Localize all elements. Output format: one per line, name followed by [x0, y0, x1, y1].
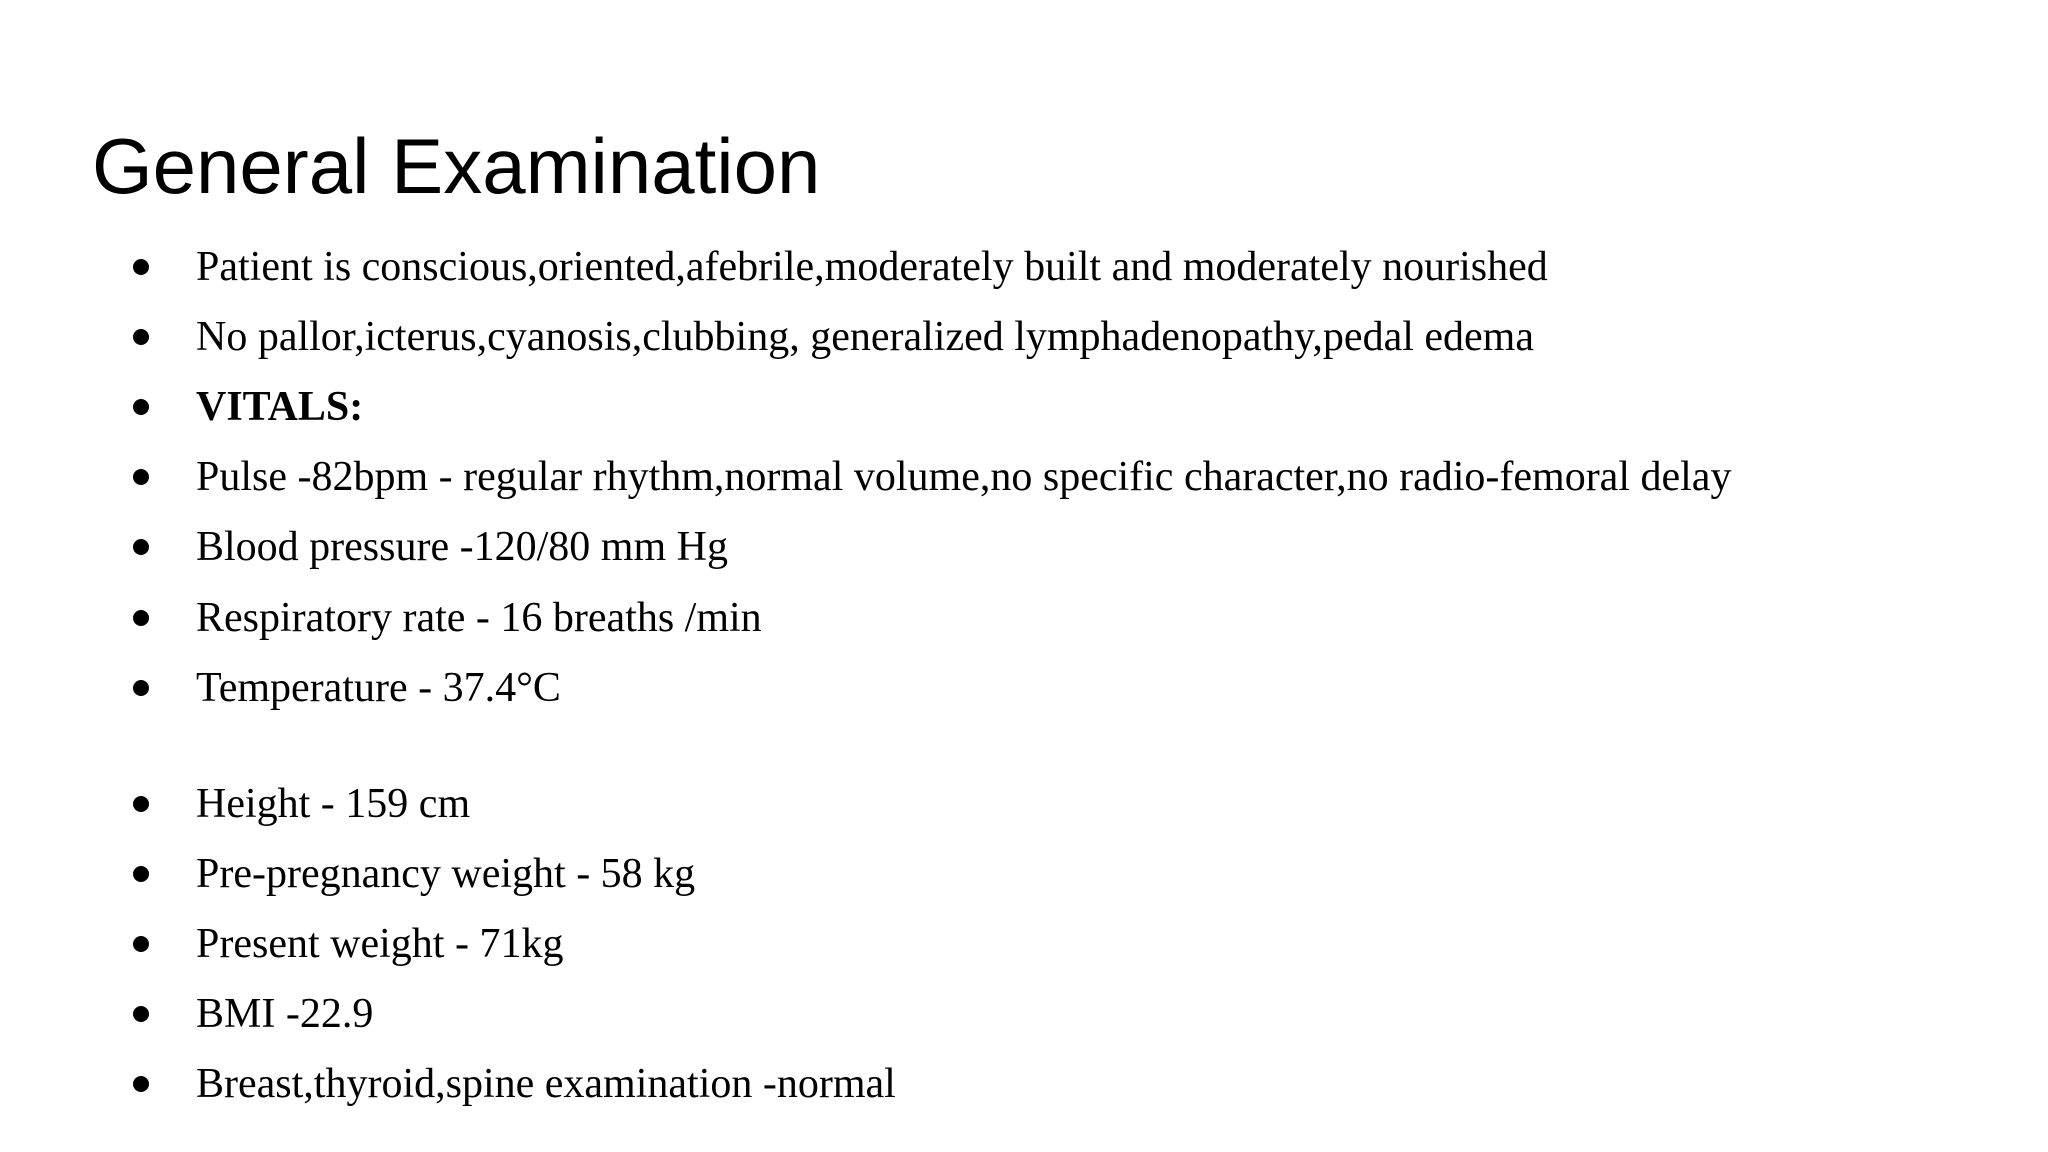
bullet-text: Pre-pregnancy weight - 58 kg [196, 851, 696, 897]
bullet-item [196, 442, 1731, 512]
bullet-item [196, 769, 470, 839]
bullet-item-vitals-heading [196, 372, 363, 442]
bullet-point-icon [133, 399, 149, 415]
slide-title: General Examination [92, 122, 821, 210]
bullet-item [196, 839, 695, 909]
bullet-point-icon [133, 936, 149, 952]
bullet-item [196, 583, 762, 653]
bullet-text: Blood pressure -120/80 mm Hg [196, 524, 728, 570]
bullet-text: VITALS: [196, 384, 364, 430]
bullet-point-icon [133, 469, 149, 485]
bullet-item [196, 302, 1534, 372]
bullet-point-icon [133, 680, 149, 696]
bullet-item [196, 512, 728, 582]
bullet-text: BMI -22.9 [196, 991, 374, 1037]
bullet-item [196, 653, 561, 723]
bullet-point-icon [133, 1076, 149, 1092]
bullet-point-icon [133, 329, 149, 345]
bullet-item [196, 979, 373, 1049]
bullet-text: Patient is conscious,oriented,afebrile,moderately built and moderately nourished [196, 244, 1548, 290]
bullet-text: Breast,thyroid,spine examination -normal [196, 1061, 896, 1107]
bullet-point-icon [133, 610, 149, 626]
bullet-text: Pulse -82bpm - regular rhythm,normal volume,no specific character,no radio-femoral delay [196, 454, 1732, 500]
bullet-text: Respiratory rate - 16 breaths /min [196, 595, 762, 641]
bullet-point-icon [133, 539, 149, 555]
bullet-item [196, 909, 563, 979]
bullet-point-icon [133, 1006, 149, 1022]
bullet-text: Present weight - 71kg [196, 921, 564, 967]
bullet-item [196, 1049, 896, 1119]
bullet-point-icon [133, 259, 149, 275]
bullet-text: No pallor,icterus,cyanosis,clubbing, generalized lymphadenopathy,pedal edema [196, 314, 1534, 360]
bullet-text: Temperature - 37.4°C [196, 665, 561, 711]
bullet-text: Height - 159 cm [196, 781, 471, 827]
bullet-point-icon [133, 866, 149, 882]
bullet-point-icon [133, 796, 149, 812]
bullet-item [196, 232, 1548, 302]
